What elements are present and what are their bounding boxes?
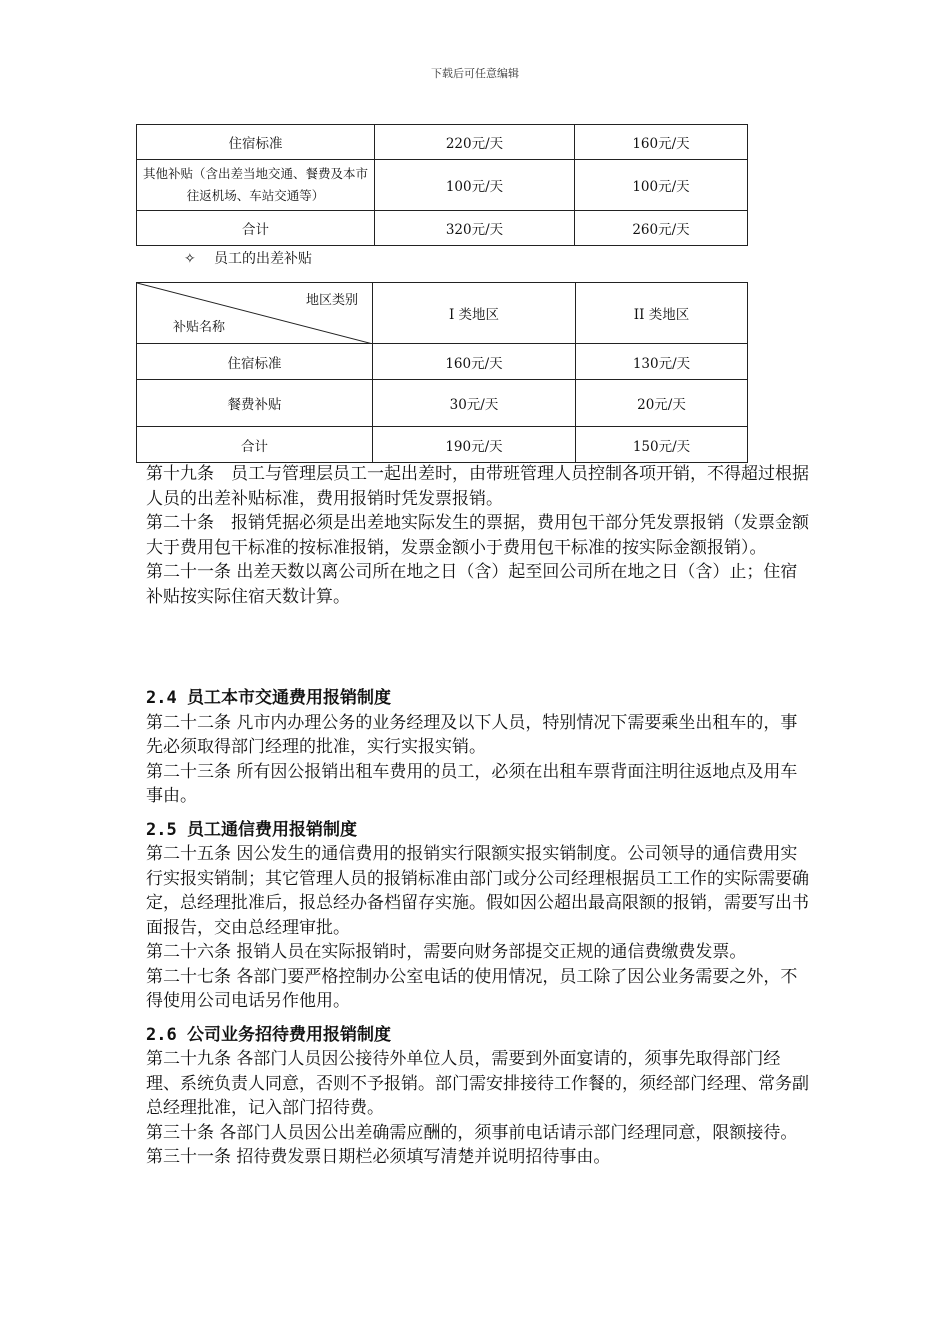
table-cell: 100元/天 (575, 160, 748, 211)
table-row (137, 344, 748, 380)
paragraph: 第三十条 各部门人员因公出差确需应酬的，须事前电话请示部门经理同意，限额接待。 (146, 1122, 798, 1143)
table-cell: 合计 (137, 211, 375, 246)
table-row (137, 125, 748, 160)
table-cell: 320元/天 (375, 211, 575, 246)
table-cell: 260元/天 (575, 211, 748, 246)
table-cell: 100元/天 (375, 160, 575, 211)
header-allowance-name: 补贴名称 (173, 320, 226, 335)
table-row (137, 427, 748, 463)
table-cell: 130元/天 (576, 344, 748, 380)
reimbursement-sections (146, 686, 814, 1170)
section-bullet (184, 248, 312, 268)
table-row (137, 160, 748, 211)
table-cell: 餐费补贴 (137, 380, 373, 427)
table-cell: 住宿标准 (137, 125, 375, 160)
diagonal-header-cell (137, 283, 373, 344)
table-cell: 160元/天 (575, 125, 748, 160)
paragraph: 第三十一条 招待费发票日期栏必须填写清楚并说明招待事由。 (146, 1147, 611, 1167)
travel-allowance-table-managers (136, 124, 748, 246)
header-region-category: 地区类别 (305, 293, 358, 308)
page-header: 下载后可任意编辑 (431, 67, 519, 80)
column-header: II 类地区 (576, 283, 748, 344)
paragraph: 第二十六条 报销人员在实际报销时，需要向财务部提交正规的通信费缴费发票。 (146, 942, 747, 962)
table-cell: 30元/天 (373, 380, 576, 427)
table-cell: 20元/天 (576, 380, 748, 427)
paragraph: 第二十五条 因公发生的通信费用的报销实行限额实报实销制度。公司领导的通信费用实行实报实销制；其它管理人员的报销标准由部门或分公司经理根据员工工作的实际需要确定，总经理批准后，报总经办备档留存实施。假如因公超出最高限额的报销，需要写出书面报告，交由总经理审批。 (146, 844, 809, 938)
section-heading: 2.4 员工本市交通费用报销制度 (146, 688, 391, 708)
paragraph: 第二十一条 出差天数以离公司所在地之日（含）起至回公司所在地之日（含）止；住宿补贴按实际住宿天数计算。 (146, 562, 798, 607)
table-cell: 150元/天 (576, 427, 748, 463)
travel-allowance-table-staff (136, 282, 748, 463)
column-header: I 类地区 (373, 283, 576, 344)
table-cell: 190元/天 (373, 427, 576, 463)
diamond-bullet-icon: ✧ (184, 251, 196, 267)
table-cell: 住宿标准 (137, 344, 373, 380)
paragraph: 第二十九条 各部门人员因公接待外单位人员，需要到外面宴请的，须事先取得部门经理、系统负责人同意，否则不予报销。部门需安排接待工作餐的，须经部门经理、常务副总经理批准，记入部门招待费。 (146, 1049, 809, 1118)
table-cell: 160元/天 (373, 344, 576, 380)
table-cell: 合计 (137, 427, 373, 463)
table-cell: 其他补贴（含出差当地交通、餐费及本市往返机场、车站交通等） (137, 160, 375, 211)
table-row (137, 211, 748, 246)
paragraph: 第十九条 员工与管理层员工一起出差时，由带班管理人员控制各项开销，不得超过根据人员的出差补贴标准，费用报销时凭发票报销。 (146, 464, 809, 509)
travel-rules-text (146, 462, 814, 609)
table-cell: 220元/天 (375, 125, 575, 160)
table-row (137, 380, 748, 427)
paragraph: 第二十七条 各部门要严格控制办公室电话的使用情况，员工除了因公业务需要之外，不得使用公司电话另作他用。 (146, 966, 798, 1011)
table-header-row (137, 283, 748, 344)
section-heading: 2.6 公司业务招待费用报销制度 (146, 1024, 391, 1045)
bullet-text: 员工的出差补贴 (214, 251, 312, 267)
paragraph: 第二十三条 所有因公报销出租车费用的员工，必须在出租车票背面注明往返地点及用车事由。 (146, 761, 798, 806)
section-heading: 2.5 员工通信费用报销制度 (146, 819, 357, 840)
paragraph: 第二十二条 凡市内办理公务的业务经理及以下人员，特别情况下需要乘坐出租车的，事先必须取得部门经理的批准，实行实报实销。 (146, 712, 798, 757)
paragraph: 第二十条 报销凭据必须是出差地实际发生的票据，费用包干部分凭发票报销（发票金额大于费用包干标准的按标准报销，发票金额小于费用包干标准的按实际金额报销）。 (146, 513, 809, 558)
